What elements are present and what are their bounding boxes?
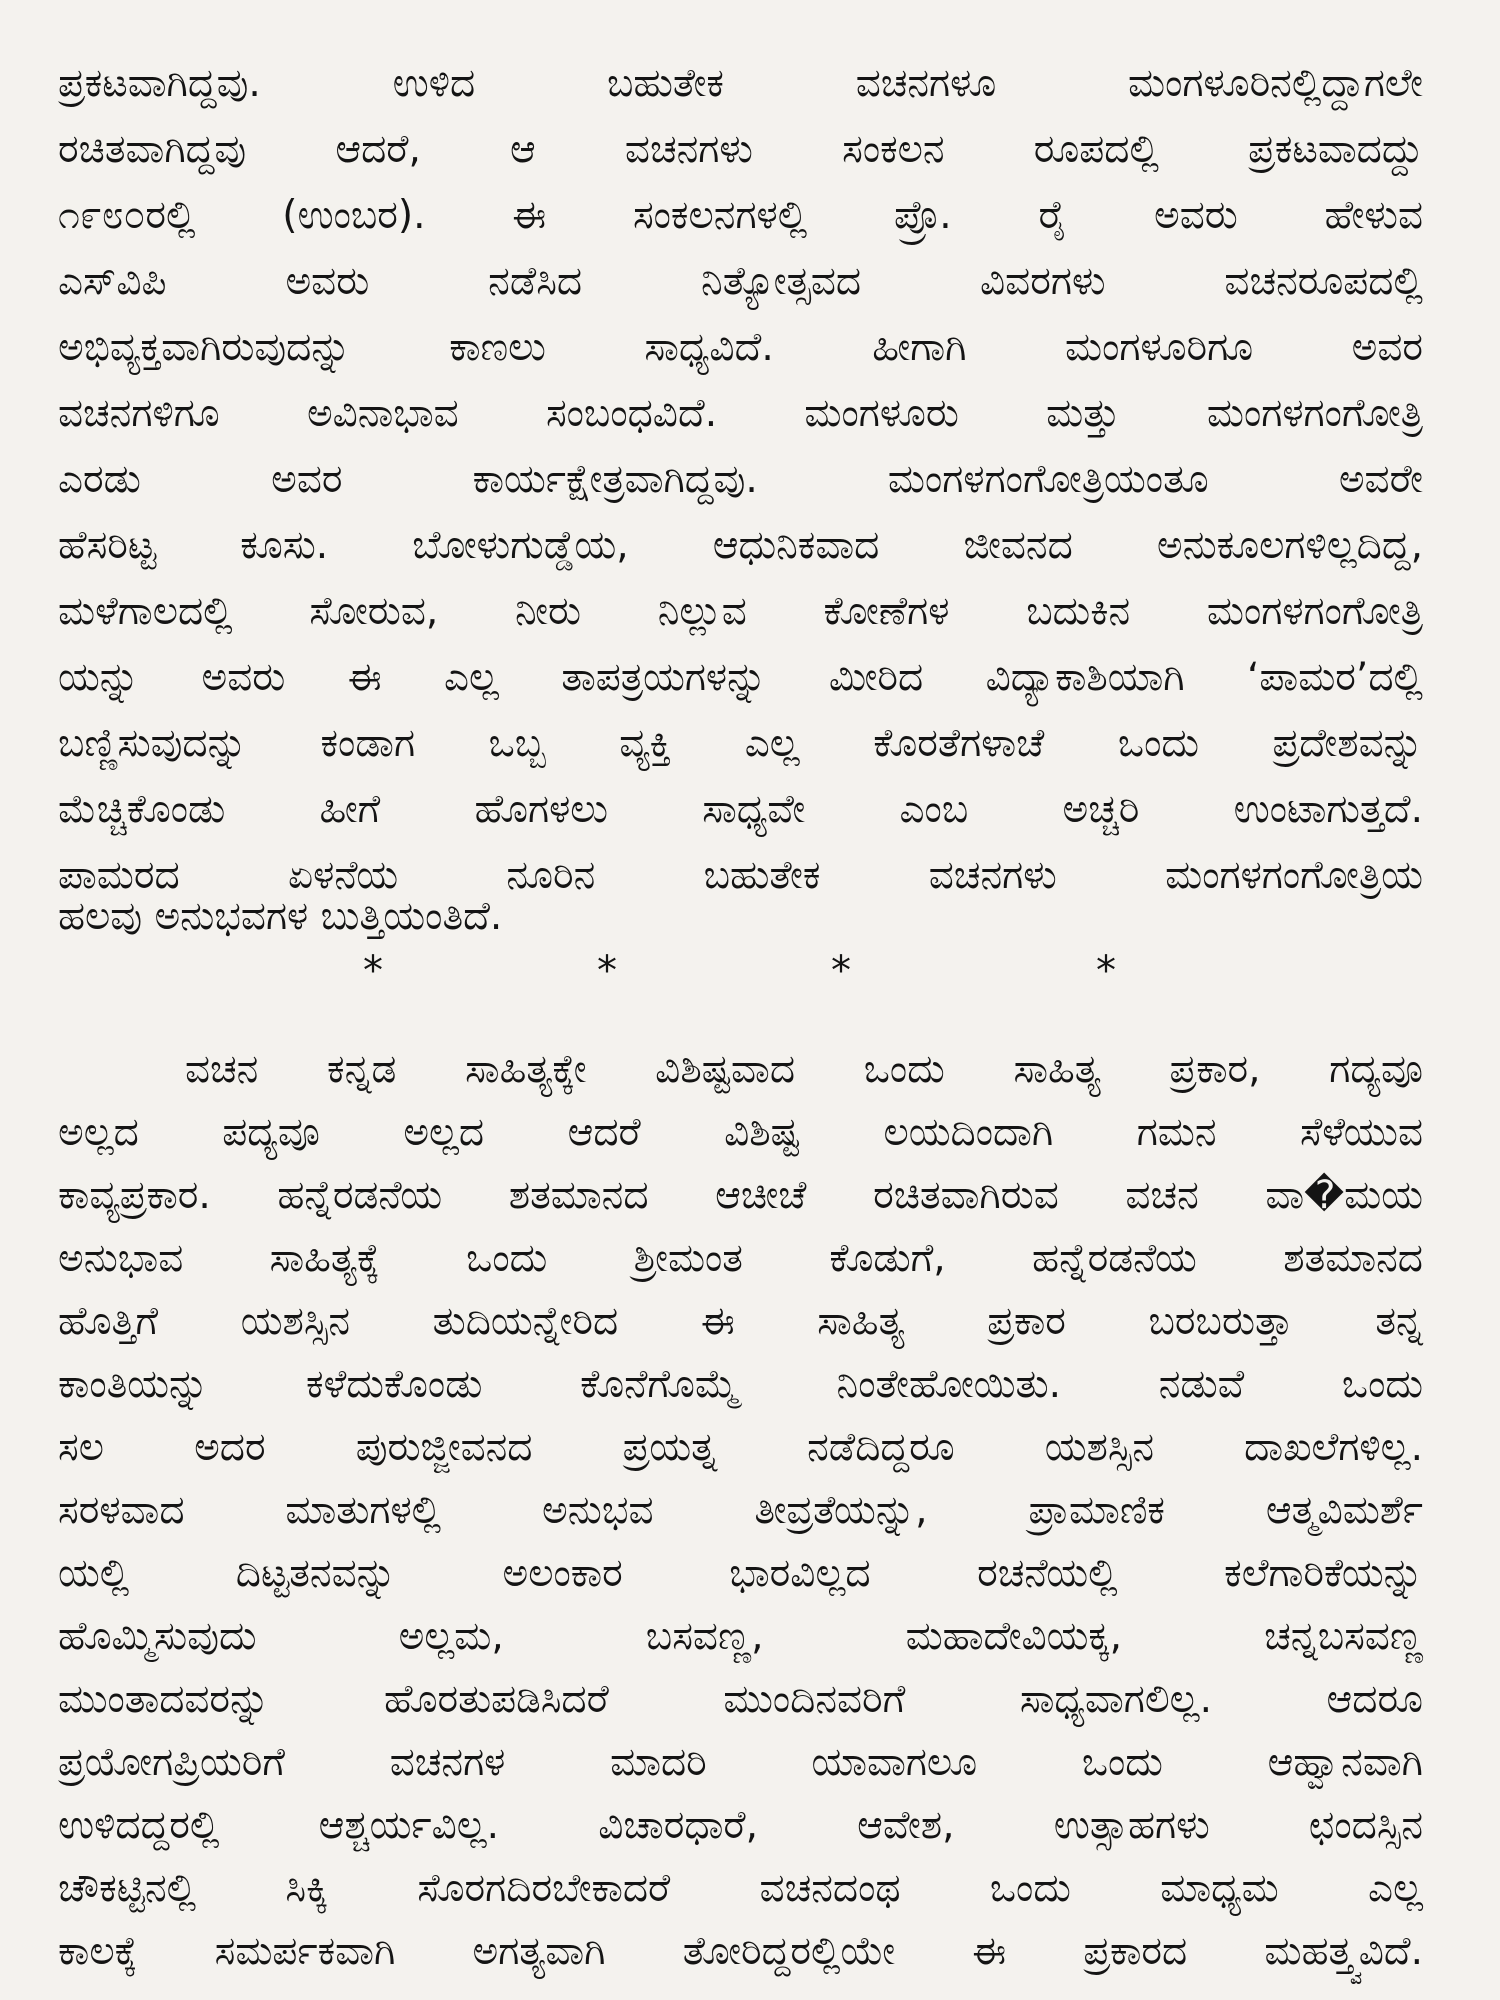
text-line: ಪ್ರಕಟವಾಗಿದ್ದವು. ಉಳಿದ ಬಹುತೇಕ ವಚನಗಳೂ ಮಂಗಳೂರಿನಲ್ಲಿದ್ದಾಗಲೇ <box>58 61 1423 106</box>
text-line: ಪಾಮರದ ಏಳನೆಯ ನೂರಿನ ಬಹುತೇಕ ವಚನಗಳು ಮಂಗಳಗಂಗೋತ್ರಿಯ <box>58 853 1423 898</box>
text-line: ಯಲ್ಲಿ ದಿಟ್ಟತನವನ್ನು ಅಲಂಕಾರ ಭಾರವಿಲ್ಲದ ರಚನೆಯಲ್ಲಿ ಕಲೆಗಾರಿಕೆಯನ್ನು <box>58 1551 1423 1596</box>
text-line: ಕಾಲಕ್ಕೆ ಸಮರ್ಪಕವಾಗಿ ಅಗತ್ಯವಾಗಿ ತೋರಿದ್ದರಲ್ಲಿಯೇ ಈ ಪ್ರಕಾರದ ಮಹತ್ತ್ವವಿದೆ. <box>58 1929 1423 1974</box>
text-line: ಹೊತ್ತಿಗೆ ಯಶಸ್ಸಿನ ತುದಿಯನ್ನೇರಿದ ಈ ಸಾಹಿತ್ಯ ಪ್ರಕಾರ ಬರಬರುತ್ತಾ ತನ್ನ <box>58 1299 1423 1344</box>
separator-asterisk: * <box>831 948 851 994</box>
text-line: ಕಾಂತಿಯನ್ನು ಕಳೆದುಕೊಂಡು ಕೊನೆಗೊಮ್ಮೆ ನಿಂತೇಹೋಯಿತು. ನಡುವೆ ಒಂದು <box>58 1362 1423 1407</box>
section-separator <box>0 946 1500 996</box>
text-line: ಅಭಿವ್ಯಕ್ತವಾಗಿರುವುದನ್ನು ಕಾಣಲು ಸಾಧ್ಯವಿದೆ. ಹೀಗಾಗಿ ಮಂಗಳೂರಿಗೂ ಅವರ <box>58 325 1423 370</box>
text-line: ಹಲವು ಅನುಭವಗಳ ಬುತ್ತಿಯಂತಿದೆ. <box>58 894 503 939</box>
text-line: ಅಲ್ಲದ ಪದ್ಯವೂ ಅಲ್ಲದ ಆದರೆ ವಿಶಿಷ್ಟ ಲಯದಿಂದಾಗಿ ಗಮನ ಸೆಳೆಯುವ <box>58 1110 1423 1155</box>
text-line: ಎಸ್‌ವಿಪಿ ಅವರು ನಡೆಸಿದ ನಿತ್ಯೋತ್ಸವದ ವಿವರಗಳು ವಚನರೂಪದಲ್ಲಿ <box>58 259 1423 304</box>
text-line: ಸರಳವಾದ ಮಾತುಗಳಲ್ಲಿ ಅನುಭವ ತೀವ್ರತೆಯನ್ನು, ಪ್ರಾಮಾಣಿಕ ಆತ್ಮವಿಮರ್ಶೆ <box>58 1488 1423 1533</box>
text-line: ಸಲ ಅದರ ಪುರುಜ್ಜೀವನದ ಪ್ರಯತ್ನ ನಡೆದಿದ್ದರೂ ಯಶಸ್ಸಿನ ದಾಖಲೆಗಳಿಲ್ಲ. <box>58 1425 1423 1470</box>
text-line: ಬಣ್ಣಿಸುವುದನ್ನು ಕಂಡಾಗ ಒಬ್ಬ ವ್ಯಕ್ತಿ ಎಲ್ಲ ಕೊರತೆಗಳಾಚೆ ಒಂದು ಪ್ರದೇಶವನ್ನು <box>58 721 1423 766</box>
text-line: ಕಾವ್ಯಪ್ರಕಾರ. ಹನ್ನೆರಡನೆಯ ಶತಮಾನದ ಆಚೀಚೆ ರಚಿತವಾಗಿರುವ ವಚನ ವಾ�ಮಯ <box>58 1173 1423 1218</box>
text-line: ಎರಡು ಅವರ ಕಾರ್ಯಕ್ಷೇತ್ರವಾಗಿದ್ದವು. ಮಂಗಳಗಂಗೋತ್ರಿಯಂತೂ ಅವರೇ <box>58 457 1423 502</box>
separator-asterisk: * <box>597 948 617 994</box>
text-line: ವಚನಗಳಿಗೂ ಅವಿನಾಭಾವ ಸಂಬಂಧವಿದೆ. ಮಂಗಳೂರು ಮತ್ತು ಮಂಗಳಗಂಗೋತ್ರಿ <box>58 391 1423 436</box>
text-line: ವಚನ ಕನ್ನಡ ಸಾಹಿತ್ಯಕ್ಕೇ ವಿಶಿಷ್ಟವಾದ ಒಂದು ಸಾಹಿತ್ಯ ಪ್ರಕಾರ, ಗದ್ಯವೂ <box>185 1047 1423 1092</box>
text-line: ರಚಿತವಾಗಿದ್ದವು ಆದರೆ, ಆ ವಚನಗಳು ಸಂಕಲನ ರೂಪದಲ್ಲಿ ಪ್ರಕಟವಾದದ್ದು <box>58 127 1423 172</box>
text-line: ಉಳಿದದ್ದರಲ್ಲಿ ಆಶ್ಚರ್ಯವಿಲ್ಲ. ವಿಚಾರಧಾರೆ, ಆವೇಶ, ಉತ್ಸಾಹಗಳು ಛಂದಸ್ಸಿನ <box>58 1803 1423 1848</box>
text-line: ಹೆಸರಿಟ್ಟ ಕೂಸು. ಬೋಳುಗುಡ್ಡೆಯ, ಆಧುನಿಕವಾದ ಜೀವನದ ಅನುಕೂಲಗಳಿಲ್ಲದಿದ್ದ, <box>58 523 1423 568</box>
text-line: ಅನುಭಾವ ಸಾಹಿತ್ಯಕ್ಕೆ ಒಂದು ಶ್ರೀಮಂತ ಕೊಡುಗೆ, ಹನ್ನೆರಡನೆಯ ಶತಮಾನದ <box>58 1236 1423 1281</box>
separator-asterisk: * <box>1096 948 1116 994</box>
text-line: ಮುಂತಾದವರನ್ನು ಹೊರತುಪಡಿಸಿದರೆ ಮುಂದಿನವರಿಗೆ ಸಾಧ್ಯವಾಗಲಿಲ್ಲ. ಆದರೂ <box>58 1677 1423 1722</box>
text-line: ಯನ್ನು ಅವರು ಈ ಎಲ್ಲ ತಾಪತ್ರಯಗಳನ್ನು ಮೀರಿದ ವಿದ್ಯಾಕಾಶಿಯಾಗಿ ‘ಪಾಮರ’ದಲ್ಲಿ <box>58 655 1423 700</box>
text-line: ಮಳೆಗಾಲದಲ್ಲಿ ಸೋರುವ, ನೀರು ನಿಲ್ಲುವ ಕೋಣೆಗಳ ಬದುಕಿನ ಮಂಗಳಗಂಗೋತ್ರಿ <box>58 589 1423 634</box>
text-line: ಮೆಚ್ಚಿಕೊಂಡು ಹೀಗೆ ಹೊಗಳಲು ಸಾಧ್ಯವೇ ಎಂಬ ಅಚ್ಚರಿ ಉಂಟಾಗುತ್ತದೆ. <box>58 787 1423 832</box>
text-line: ಪ್ರಯೋಗಪ್ರಿಯರಿಗೆ ವಚನಗಳ ಮಾದರಿ ಯಾವಾಗಲೂ ಒಂದು ಆಹ್ವಾನವಾಗಿ <box>58 1740 1423 1785</box>
text-line: ಚೌಕಟ್ಟಿನಲ್ಲಿ ಸಿಕ್ಕಿ ಸೊರಗದಿರಬೇಕಾದರೆ ವಚನದಂಥ ಒಂದು ಮಾಧ್ಯಮ ಎಲ್ಲ <box>58 1866 1423 1911</box>
text-line: ೧೯೮೦ರಲ್ಲಿ (ಉಂಬರ). ಈ ಸಂಕಲನಗಳಲ್ಲಿ ಪ್ರೊ. ರೈ ಅವರು ಹೇಳುವ <box>58 193 1423 238</box>
separator-asterisk: * <box>363 948 383 994</box>
text-line: ಹೊಮ್ಮಿಸುವುದು ಅಲ್ಲಮ, ಬಸವಣ್ಣ, ಮಹಾದೇವಿಯಕ್ಕ, ಚನ್ನಬಸವಣ್ಣ <box>58 1614 1423 1659</box>
